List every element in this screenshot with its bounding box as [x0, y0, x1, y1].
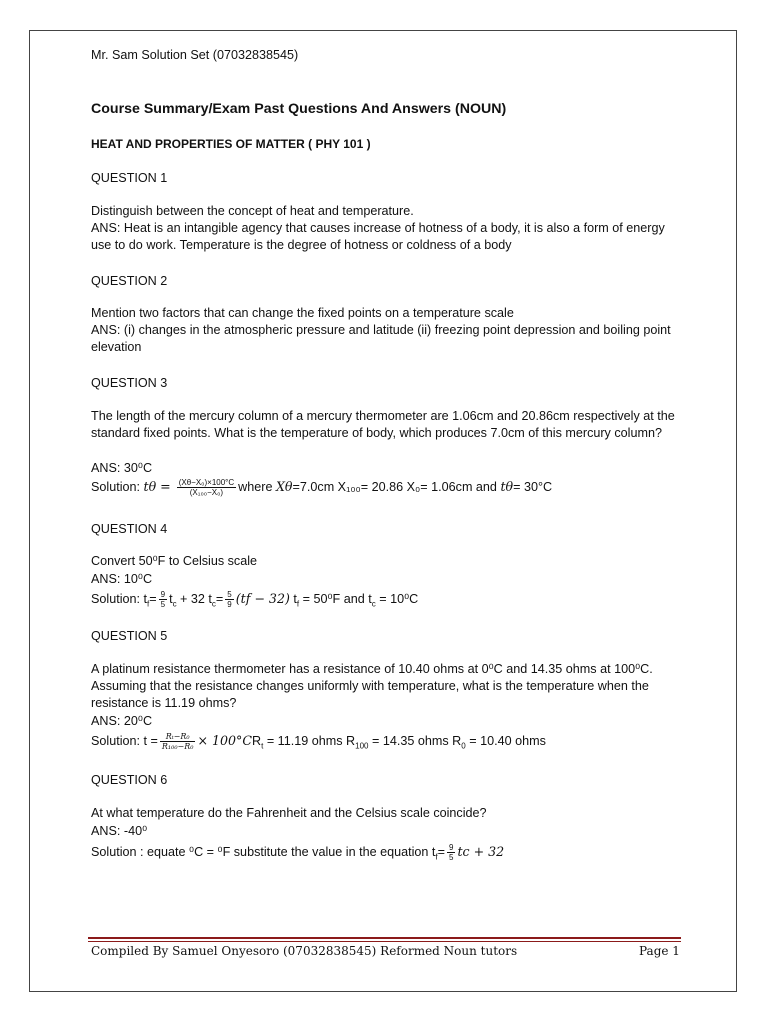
- solution-text: + 32 t: [176, 592, 212, 606]
- solution-text: = 10⁰C: [375, 592, 419, 606]
- subscript: f: [296, 599, 300, 609]
- question-4-solution: [91, 590, 418, 613]
- question-1-text: Distinguish between the concept of heat and temperature.: [91, 204, 414, 218]
- solution-text: = 14.35 ohms R: [368, 734, 462, 748]
- fraction-numerator: 9: [449, 843, 454, 853]
- fraction-nine-fifths: [447, 843, 455, 862]
- subscript: c: [172, 599, 177, 609]
- solution-result: = 30°C: [513, 480, 553, 494]
- question-6-answer: ANS: -40⁰: [91, 824, 148, 838]
- fraction-denominator: 5: [449, 853, 454, 863]
- footer-rule-thick: [88, 937, 681, 939]
- variable-x-theta: Xθ: [275, 479, 293, 494]
- math-expression: tc + 32: [457, 844, 505, 859]
- resistance-fraction: [160, 732, 196, 751]
- question-6-solution: [91, 843, 504, 866]
- question-5-solution: [91, 732, 546, 755]
- fraction-denominator: 5: [160, 600, 166, 610]
- subscript: 0: [461, 741, 466, 751]
- equals-sign: =: [149, 592, 157, 606]
- fraction-numerator: Rₜ−R₀: [160, 732, 196, 742]
- question-6-text: At what temperature do the Fahrenheit and the Celsius scale coincide?: [91, 806, 487, 820]
- question-2-label: QUESTION 2: [91, 274, 168, 288]
- solution-text: Solution : equate ⁰C = ⁰F substitute the value in the equation t: [91, 845, 436, 859]
- formula-lhs: tθ =: [143, 479, 175, 494]
- question-1-answer: ANS: Heat is an intangible agency that causes increase of hotness of a body, it is also a form of energy use to do work. Temperature is the degree of hotness or coldness of a body: [91, 221, 665, 252]
- fraction-numerator: 9: [160, 590, 166, 600]
- solution-text: = 10.40 ohms: [465, 734, 546, 748]
- question-4-label: QUESTION 4: [91, 522, 168, 536]
- question-3-label: QUESTION 3: [91, 376, 168, 390]
- solution-text: Solution: t =: [91, 734, 158, 748]
- question-3-answer: ANS: 30⁰C: [91, 461, 153, 475]
- document-title: Course Summary/Exam Past Questions And Answers (NOUN): [91, 101, 507, 117]
- fraction-denominator: (X₁₀₀−X₀): [189, 488, 224, 498]
- solution-prefix: Solution:: [91, 480, 144, 494]
- fraction-numerator: 5: [227, 590, 232, 600]
- solution-text: = 11.19 ohms R: [263, 734, 356, 748]
- course-subtitle: HEAT AND PROPERTIES OF MATTER ( PHY 101 ): [91, 137, 371, 151]
- fraction-denominator: 9: [227, 600, 232, 610]
- question-3-solution: [91, 478, 552, 497]
- subscript: t: [261, 741, 264, 751]
- solution-text: t: [169, 592, 173, 606]
- question-5-text: A platinum resistance thermometer has a resistance of 10.40 ohms at 0⁰C and 14.35 ohms at 100⁰C. Assuming that the resistance changes uniformly with temperature, what is the temperature when the resistance is 11.19 ohms?: [91, 662, 653, 710]
- subscript: c: [211, 599, 216, 609]
- equals-sign: =: [437, 845, 445, 859]
- page-number: Page 1: [639, 944, 680, 958]
- fraction-numerator: (Xθ−X₀)×100°C: [178, 478, 235, 488]
- page-header: Mr. Sam Solution Set (07032838545): [91, 48, 299, 62]
- math-expression: × 100°C: [197, 733, 252, 748]
- variable-t-theta: tθ: [500, 479, 514, 494]
- question-2-text: Mention two factors that can change the fixed points on a temperature scale: [91, 306, 514, 320]
- fraction-denominator: R₁₀₀−R₀: [161, 742, 194, 752]
- subscript: c: [371, 599, 376, 609]
- question-3-text: The length of the mercury column of a mercury thermometer are 1.06cm and 20.86cm respectively at the standard fixed points. What is the temperature of body, which produces 7.0cm of this mercury column?: [91, 409, 675, 440]
- question-4-text: Convert 50⁰F to Celsius scale: [91, 554, 258, 568]
- fraction-nine-fifths: [159, 590, 167, 609]
- math-expression: (tf − 32): [235, 591, 290, 606]
- question-2-answer: ANS: (i) changes in the atmospheric pressure and latitude (ii) freezing point depression and boiling point elevation: [91, 323, 671, 354]
- solution-text: t: [289, 592, 297, 606]
- equals-sign: =: [215, 592, 224, 606]
- question-6-label: QUESTION 6: [91, 773, 168, 787]
- question-5-answer: ANS: 20⁰C: [91, 714, 153, 728]
- footer-credit: Compiled By Samuel Onyesoro (07032838545) Reformed Noun tutors: [91, 944, 518, 958]
- solution-values: =7.0cm X₁₀₀= 20.86 X₀= 1.06cm and: [292, 480, 501, 494]
- solution-text: Solution: t: [91, 592, 148, 606]
- fraction-five-ninths: [225, 590, 233, 609]
- formula-fraction: [177, 478, 236, 497]
- subscript: f: [435, 852, 438, 862]
- solution-text: = 50⁰F and t: [299, 592, 372, 606]
- question-4-answer: ANS: 10⁰C: [91, 572, 153, 586]
- question-5-label: QUESTION 5: [91, 629, 168, 643]
- solution-text: R: [251, 734, 262, 748]
- footer-rule-thin: [88, 941, 681, 942]
- subscript: f: [147, 599, 150, 609]
- subscript: 100: [355, 741, 369, 751]
- question-1-label: QUESTION 1: [91, 171, 168, 185]
- solution-where: where: [238, 480, 276, 494]
